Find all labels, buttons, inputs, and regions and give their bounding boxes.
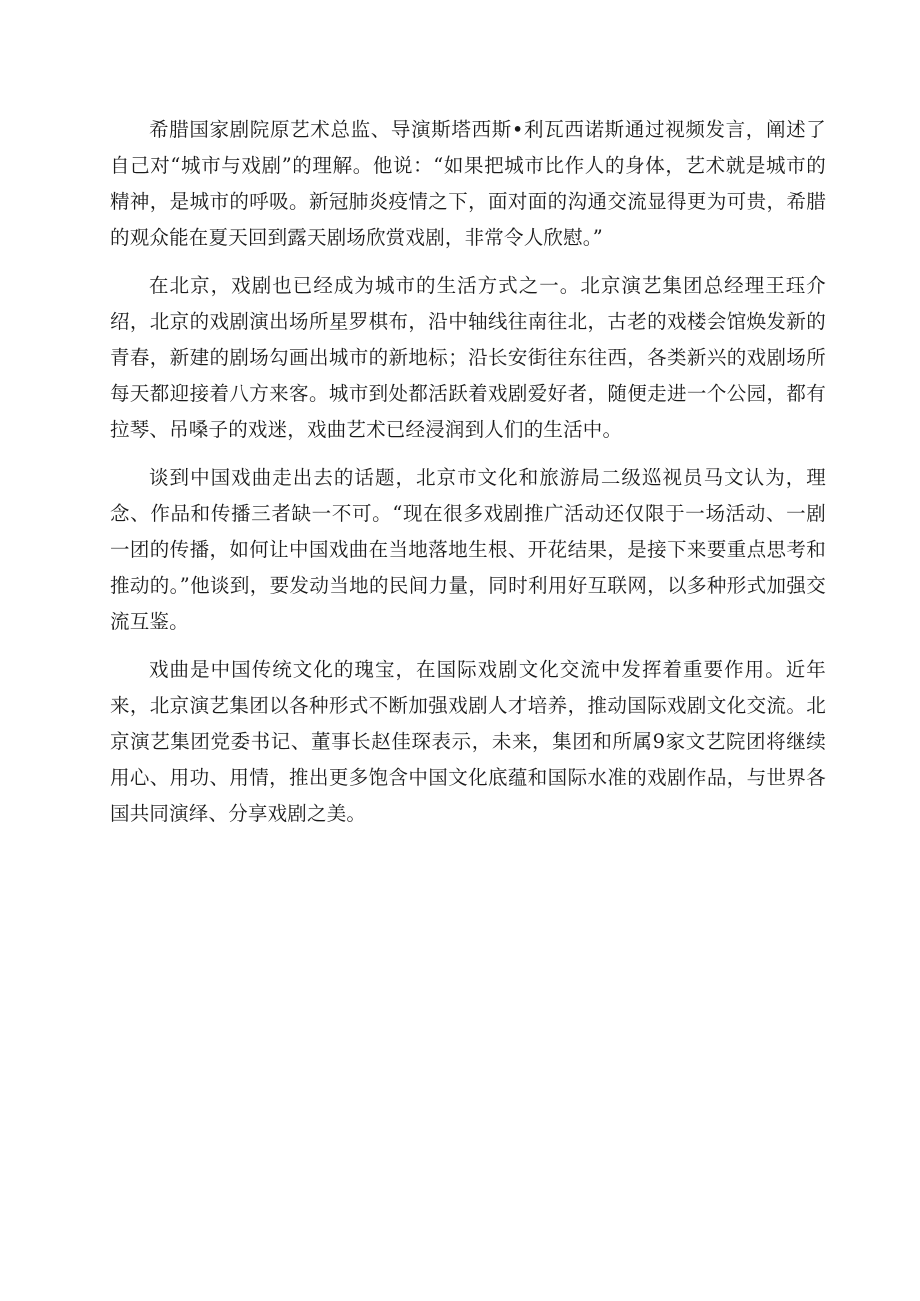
document-body <box>110 112 826 832</box>
paragraph-3: 谈到中国戏曲走出去的话题，北京市文化和旅游局二级巡视员马文认为，理念、作品和传播三者缺一不可。“现在很多戏剧推广活动还仅限于一场活动、一剧一团的传播，如何让中国戏曲在当地落地生根、开花结果，是接下来要重点思考和推动的。”他谈到，要发动当地的民间力量，同时利用好互联网，以多种形式加强交流互鉴。 <box>110 466 826 633</box>
paragraph-1: 希腊国家剧院原艺术总监、导演斯塔西斯•利瓦西诺斯通过视频发言，阐述了自己对“城市与戏剧”的理解。他说：“如果把城市比作人的身体，艺术就是城市的精神，是城市的呼吸。新冠肺炎疫情之下，面对面的沟通交流显得更为可贵，希腊的观众能在夏天回到露天剧场欣赏戏剧，非常令人欣慰。” <box>110 118 826 249</box>
paragraph-2: 在北京，戏剧也已经成为城市的生活方式之一。北京演艺集团总经理王珏介绍，北京的戏剧演出场所星罗棋布，沿中轴线往南往北，古老的戏楼会馆焕发新的青春，新建的剧场勾画出城市的新地标；沿长安街往东往西，各类新兴的戏剧场所每天都迎接着八方来客。城市到处都活跃着戏剧爱好者，随便走进一个公园，都有拉琴、吊嗓子的戏迷，戏曲艺术已经浸润到人们的生活中。 <box>110 274 826 441</box>
paragraph-4: 戏曲是中国传统文化的瑰宝，在国际戏剧文化交流中发挥着重要作用。近年来，北京演艺集团以各种形式不断加强戏剧人才培养，推动国际戏剧文化交流。北京演艺集团党委书记、董事长赵佳琛表示，未来，集团和所属9家文艺院团将继续用心、用功、用情，推出更多饱含中国文化底蕴和国际水准的戏剧作品，与世界各国共同演绎、分享戏剧之美。 <box>110 658 826 825</box>
